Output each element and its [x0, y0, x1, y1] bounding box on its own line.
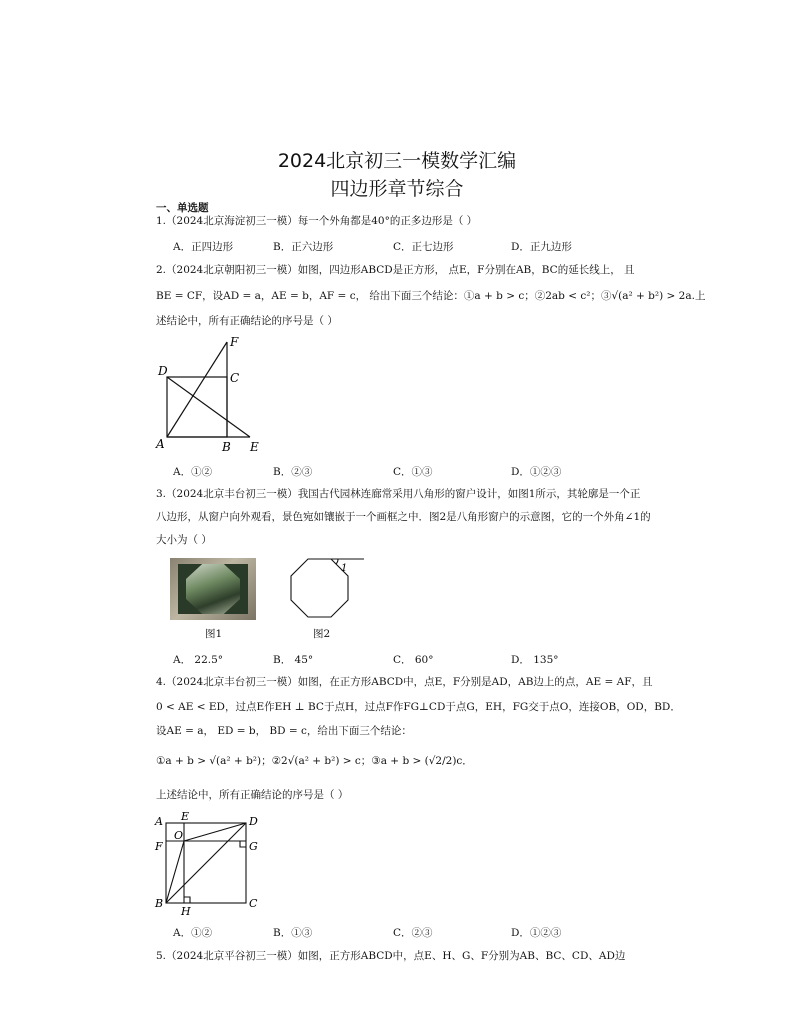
- q4-label-d: D: [249, 815, 258, 828]
- q3-fig2-caption: 图2: [313, 628, 331, 640]
- q2-option-a: A．①②: [173, 466, 213, 478]
- q3-option-d: D． 135°: [511, 654, 559, 666]
- q3-octagon: [291, 559, 348, 617]
- q4-line1: 4.（2024北京丰台初三一模）如图，在正方形ABCD中，点E，F分别是AD，AB边上的点，AE = AF，且: [156, 676, 653, 688]
- q5-line1: 5.（2024北京平谷初三一模）如图，正方形ABCD中，点E、H、G、F分别为AB、BC、CD、AD边: [156, 950, 626, 962]
- q1-stem: 1.（2024北京海淀初三一模）每一个外角都是40°的正多边形是（ ）: [156, 215, 478, 227]
- q3-line1: 3.（2024北京丰台初三一模）我国古代园林连廊常采用八角形的窗户设计，如图1所示，其轮廓是一个正: [156, 488, 641, 500]
- q4-label-g: G: [249, 840, 258, 853]
- q4-label-h: H: [181, 905, 191, 918]
- q3-line2: 八边形，从窗户向外观看，景色宛如镶嵌于一个画框之中．图2是八角形窗户的示意图，它的一个外角∠1的: [156, 511, 651, 523]
- q3-option-b: B． 45°: [273, 654, 314, 666]
- q2-square: [167, 377, 227, 437]
- section-heading: 一、单选题: [156, 202, 209, 214]
- q2-line2: BE = CF，设AD = a，AE = b，AF = c， 给出下面三个结论：①a + b > c；②2ab < c²；③√(a² + b²) > 2a.上: [156, 290, 706, 302]
- q3-option-a: A． 22.5°: [173, 654, 224, 666]
- q2-label-c: C: [230, 371, 240, 385]
- q3-octagon-figure: [282, 556, 368, 626]
- q2-label-f: F: [230, 335, 239, 349]
- q2-label-d: D: [158, 364, 168, 378]
- q2-line1: 2.（2024北京朝阳初三一模）如图，四边形ABCD是正方形， 点E，F分别在AB，BC的延长线上， 且: [156, 264, 635, 276]
- q4-line2: 0 < AE < ED，过点E作EH ⊥ BC于点H，过点F作FG⊥CD于点G，EH，FG交于点O，连接OB，OD，BD．: [156, 701, 681, 713]
- q3-angle-label: 1: [341, 563, 348, 574]
- q4-label-o: O: [174, 829, 184, 842]
- q1-option-b: B．正六边形: [273, 241, 334, 253]
- q4-option-a: A．①②: [173, 927, 213, 939]
- octagon-window-photo: [170, 558, 256, 620]
- q1-option-a: A．正四边形: [173, 241, 234, 253]
- q4-option-d: D．①②③: [511, 927, 562, 939]
- q4-option-c: C．②③: [393, 927, 433, 939]
- q2-label-a: A: [156, 437, 165, 451]
- q4-label-e: E: [181, 810, 190, 823]
- q4-figure: [150, 808, 270, 918]
- q1-option-c: C．正七边形: [393, 241, 454, 253]
- q4-line5: 上述结论中，所有正确结论的序号是（ ）: [156, 789, 349, 801]
- doc-title-line1: 2024北京初三一模数学汇编: [277, 150, 517, 172]
- q2-option-c: C．①③: [393, 466, 433, 478]
- q2-label-e: E: [250, 440, 259, 454]
- q4-conclusions: ①a + b > √(a² + b²)；②2√(a² + b²) > c；③a + b > (√2/2)c．: [156, 755, 473, 767]
- q2-line3: 述结论中，所有正确结论的序号是（ ）: [156, 315, 338, 327]
- q3-line3: 大小为（ ）: [156, 534, 212, 546]
- q3-option-c: C． 60°: [393, 654, 434, 666]
- q2-label-b: B: [222, 440, 231, 454]
- q2-option-b: B．②③: [273, 466, 313, 478]
- q4-option-b: B．①③: [273, 927, 313, 939]
- q4-label-b: B: [155, 897, 164, 910]
- doc-title-line2: 四边形章节综合: [330, 178, 464, 200]
- q1-option-d: D．正九边形: [511, 241, 572, 253]
- q4-line3: 设AE = a， ED = b， BD = c，给出下面三个结论：: [156, 725, 412, 737]
- q4-label-a: A: [155, 815, 163, 828]
- q3-fig1-caption: 图1: [205, 628, 223, 640]
- q2-segment-de: [167, 377, 250, 437]
- q2-option-d: D．①②③: [511, 466, 562, 478]
- q4-label-c: C: [249, 897, 258, 910]
- q2-segment-af: [167, 342, 227, 437]
- q2-figure: [150, 334, 270, 456]
- q4-label-f: F: [155, 840, 163, 853]
